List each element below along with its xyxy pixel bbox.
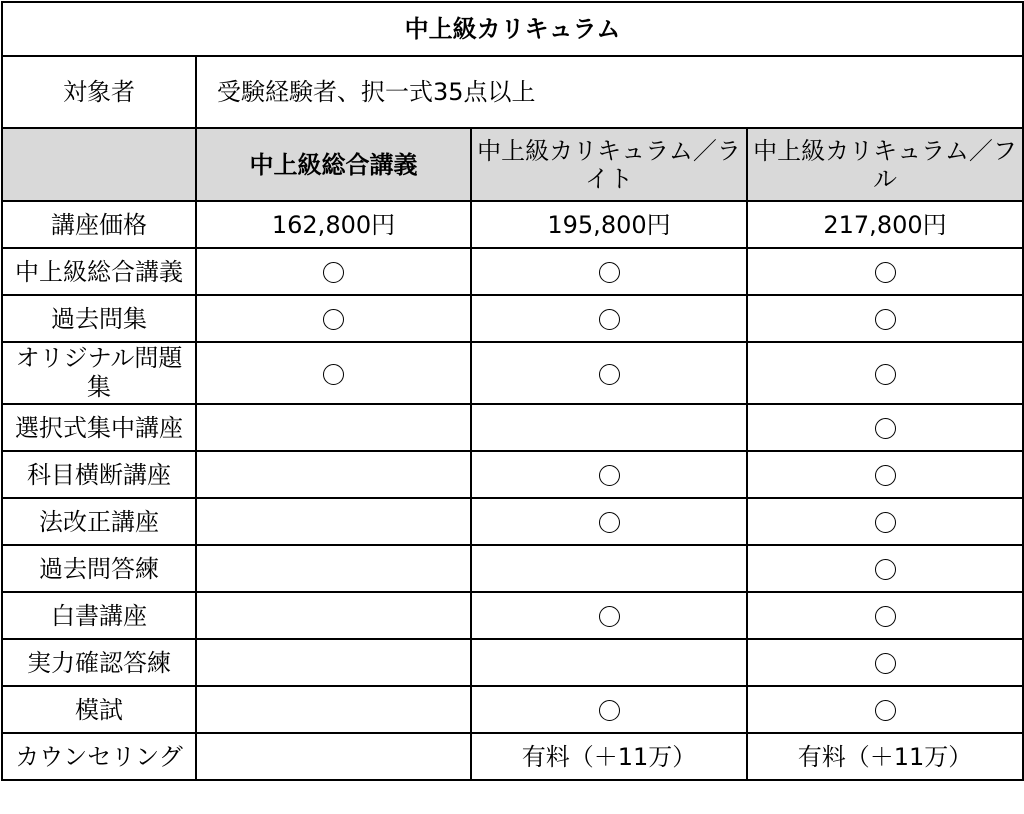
- price-value-0: 162,800円: [196, 201, 471, 248]
- feature-label: 実力確認答練: [2, 639, 196, 686]
- counseling-row: [2, 733, 1023, 780]
- feature-cell: [196, 686, 471, 733]
- feature-row: [2, 498, 1023, 545]
- feature-cell: [747, 545, 1023, 592]
- feature-row: [2, 248, 1023, 295]
- price-label: 講座価格: [2, 201, 196, 248]
- feature-cell: [747, 295, 1023, 342]
- plan-header-2: 中上級カリキュラム／フル: [747, 128, 1023, 201]
- curriculum-table: [1, 1, 1024, 781]
- title-row: [2, 2, 1023, 56]
- feature-cell: [196, 295, 471, 342]
- feature-cell: [196, 404, 471, 451]
- price-value-2: 217,800円: [747, 201, 1023, 248]
- feature-cell: [747, 248, 1023, 295]
- included-circle-icon: [599, 309, 620, 330]
- feature-cell: [196, 592, 471, 639]
- included-circle-icon: [599, 465, 620, 486]
- included-circle-icon: [599, 262, 620, 283]
- table-title: 中上級カリキュラム: [2, 2, 1023, 56]
- feature-cell: [196, 639, 471, 686]
- feature-cell: [747, 451, 1023, 498]
- plan-header-0: 中上級総合講義: [196, 128, 471, 201]
- included-circle-icon: [875, 418, 896, 439]
- feature-cell: [196, 545, 471, 592]
- feature-cell: [196, 342, 471, 404]
- included-circle-icon: [875, 606, 896, 627]
- feature-cell: [747, 404, 1023, 451]
- counseling-label: カウンセリング: [2, 733, 196, 780]
- feature-cell: [196, 248, 471, 295]
- feature-cell: [471, 686, 747, 733]
- feature-label: 模試: [2, 686, 196, 733]
- feature-cell: [747, 592, 1023, 639]
- feature-cell: [471, 248, 747, 295]
- counseling-value-2: 有料（＋11万）: [747, 733, 1023, 780]
- feature-cell: [471, 295, 747, 342]
- feature-cell: [747, 342, 1023, 404]
- feature-row: [2, 639, 1023, 686]
- included-circle-icon: [875, 465, 896, 486]
- included-circle-icon: [875, 262, 896, 283]
- counseling-value-0: [196, 733, 471, 780]
- included-circle-icon: [323, 262, 344, 283]
- feature-cell: [471, 639, 747, 686]
- feature-label: 中上級総合講義: [2, 248, 196, 295]
- feature-cell: [471, 498, 747, 545]
- feature-cell: [196, 451, 471, 498]
- feature-label: 法改正講座: [2, 498, 196, 545]
- included-circle-icon: [599, 364, 620, 385]
- included-circle-icon: [875, 309, 896, 330]
- feature-cell: [471, 592, 747, 639]
- included-circle-icon: [875, 653, 896, 674]
- feature-cell: [471, 545, 747, 592]
- feature-label: 科目横断講座: [2, 451, 196, 498]
- feature-row: [2, 545, 1023, 592]
- feature-row: [2, 451, 1023, 498]
- feature-label: 選択式集中講座: [2, 404, 196, 451]
- included-circle-icon: [599, 512, 620, 533]
- counseling-value-1: 有料（＋11万）: [471, 733, 747, 780]
- included-circle-icon: [875, 364, 896, 385]
- feature-cell: [471, 404, 747, 451]
- target-value: 受験経験者、択一式35点以上: [196, 56, 1023, 128]
- feature-cell: [471, 342, 747, 404]
- plan-header-row: [2, 128, 1023, 201]
- included-circle-icon: [875, 700, 896, 721]
- feature-cell: [747, 498, 1023, 545]
- included-circle-icon: [599, 606, 620, 627]
- included-circle-icon: [323, 364, 344, 385]
- feature-cell: [747, 686, 1023, 733]
- feature-label: 過去問集: [2, 295, 196, 342]
- price-row: [2, 201, 1023, 248]
- price-value-1: 195,800円: [471, 201, 747, 248]
- target-row: [2, 56, 1023, 128]
- included-circle-icon: [875, 512, 896, 533]
- target-label: 対象者: [2, 56, 196, 128]
- feature-row: [2, 686, 1023, 733]
- feature-row: [2, 295, 1023, 342]
- feature-cell: [471, 451, 747, 498]
- plan-header-1: 中上級カリキュラム／ライト: [471, 128, 747, 201]
- feature-row: [2, 592, 1023, 639]
- included-circle-icon: [323, 309, 344, 330]
- included-circle-icon: [599, 700, 620, 721]
- plan-header-corner: [2, 128, 196, 201]
- feature-cell: [747, 639, 1023, 686]
- feature-row: [2, 342, 1023, 404]
- feature-cell: [196, 498, 471, 545]
- feature-row: [2, 404, 1023, 451]
- included-circle-icon: [875, 559, 896, 580]
- feature-label: 白書講座: [2, 592, 196, 639]
- feature-label: 過去問答練: [2, 545, 196, 592]
- feature-label: オリジナル問題集: [2, 342, 196, 404]
